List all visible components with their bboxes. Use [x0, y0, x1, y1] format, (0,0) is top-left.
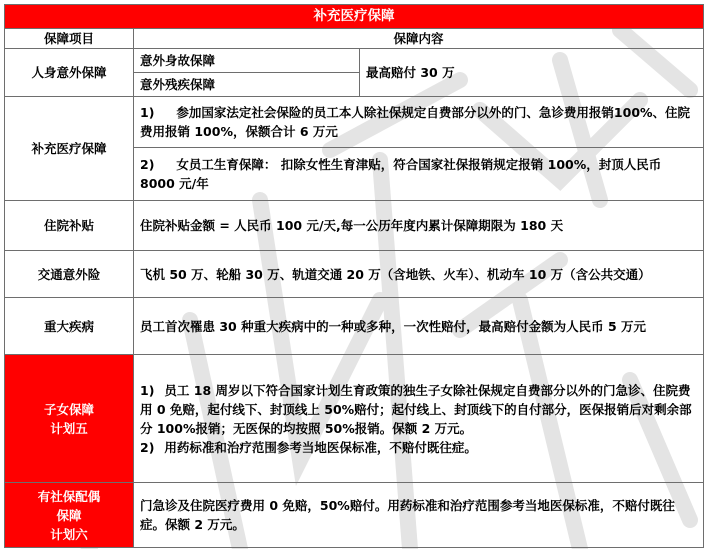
table-title: 补充医疗保障: [5, 5, 704, 29]
item-text: 员工 18 周岁以下符合国家计划生育政策的独生子女除社保规定自费部分以外的门急诊、住院费用 0 免赔，起付线下、封顶线上 50%赔付；起付线上、封顶线下的自付部分，医保报销后对剩余部分 100%报销；无医保的均按照 50%报销。保额 2 万元。: [140, 382, 692, 436]
item-number: 1): [140, 382, 155, 398]
traffic-text: 飞机 50 万、轮船 30 万、轨道交通 20 万（含地铁、火车）、机动车 10 万（含公共交通）: [134, 251, 704, 298]
accident-max-payout: 最高赔付 30 万: [360, 49, 704, 97]
supplementary-item-1: [134, 97, 704, 148]
supplementary-label: 补充医疗保障: [5, 97, 134, 201]
benefits-table: [4, 4, 704, 548]
header-item-col: 保障项目: [5, 29, 134, 49]
table-row-supplementary-1: [5, 97, 704, 148]
spouse-plan-text: 门急诊及住院医疗费用 0 免赔，50%赔付。用药标准和治疗范围参考当地医保标准，不赔付既往症。保额 2 万元。: [134, 483, 704, 548]
item-number: 1): [140, 105, 155, 120]
critical-illness-text: 员工首次罹患 30 种重大疾病中的一种或多种，一次性赔付，最高赔付金额为人民币 5 万元: [134, 298, 704, 355]
item-number: 2): [140, 157, 155, 172]
spouse-label-line3: 计划六: [50, 526, 88, 542]
hospital-allowance-text: 住院补贴金额 = 人民币 100 元/天,每一公历年度内累计保障期限为 180 天: [134, 201, 704, 251]
children-plan-label: [5, 355, 134, 483]
children-plan-content: [134, 355, 704, 483]
supplementary-item-2: [134, 148, 704, 201]
traffic-label: 交通意外险: [5, 251, 134, 298]
accident-disability-label: 意外残疾保障: [134, 73, 360, 97]
spouse-label-line1: 有社保配偶: [37, 488, 101, 504]
children-label-line2: 计划五: [50, 420, 88, 436]
item-text: 用药标准和治疗范围参考当地医保标准，不赔付既往症。: [164, 439, 477, 455]
header-row: [5, 29, 704, 49]
item-number: 2): [140, 439, 155, 455]
accident-death-label: 意外身故保障: [134, 49, 360, 73]
header-content-col: 保障内容: [134, 29, 704, 49]
table-row-traffic: [5, 251, 704, 298]
spouse-plan-label: [5, 483, 134, 548]
table-row-accident: [5, 49, 704, 73]
children-label-line1: 子女保障: [43, 401, 94, 417]
table-row-children: [5, 355, 704, 483]
hospital-allowance-label: 住院补贴: [5, 201, 134, 251]
critical-illness-label: 重大疾病: [5, 298, 134, 355]
title-row: [5, 5, 704, 29]
item-text: 女员工生育保障： 扣除女性生育津贴，符合国家社保报销规定报销 100%，封顶人民币 8000 元/年: [140, 157, 662, 191]
accident-label: 人身意外保障: [5, 49, 134, 97]
spouse-label-line2: 保障: [56, 507, 82, 523]
item-text: 参加国家法定社会保险的员工本人除社保规定自费部分以外的门、急诊费用报销100%、住院费用报销 100%，保额合计 6 万元: [140, 105, 691, 139]
table-row-critical-illness: [5, 298, 704, 355]
table-row-spouse: [5, 483, 704, 548]
table-row-hospital-allowance: [5, 201, 704, 251]
